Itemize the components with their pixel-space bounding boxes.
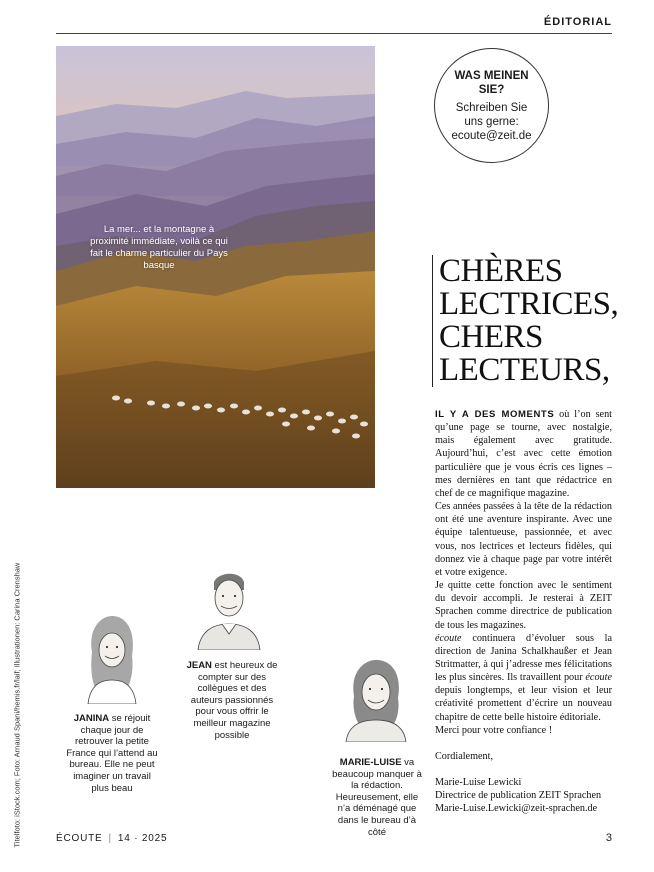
- marie-luise-portrait: [342, 656, 410, 742]
- headline-line-1: CHÈRES: [439, 253, 563, 289]
- magazine-name-2: écoute: [585, 672, 612, 684]
- signature-title: Directrice de publication ZEIT Sprachen: [435, 790, 602, 802]
- footer-issue-number: 14 · 2025: [117, 833, 168, 844]
- janina-bio: [66, 713, 158, 794]
- article-text-4a: continuera d’évoluer sous la direction de Janina Schalkhaußer et Jean Stritmatter, à qui j’adresse mes félicitations les plus sincères. Ils travaillent pour: [435, 632, 612, 684]
- article-text-1: où l’on sent qu’une page se tourne, avec nostalgie, mais également avec gratitude. Aujourd’hui, c’est avec cette émotion particulière que je vous écris ces lignes – mes dernières en tant que rédactrice en chef de ce magnifique magazine.: [435, 409, 612, 499]
- page-number: 3: [605, 832, 612, 844]
- callout-line1: Schreiben Sie: [455, 101, 528, 114]
- jean-bio-text: est heureux de compter sur des collègues et des auteurs passionnés pour vous offrir le meilleur magazine possible: [190, 660, 278, 741]
- jean-bio: [182, 660, 282, 741]
- article-paragraph-5: Merci pour votre confiance !: [435, 724, 553, 736]
- footer-magazine: ÉCOUTE: [56, 833, 103, 844]
- article-paragraph-4: [435, 632, 612, 724]
- signature-email[interactable]: Marie-Luise.Lewicki@zeit-sprachen.de: [435, 803, 598, 815]
- marie-luise-bio-text: va beaucoup manquer à la rédaction. Heureusement, elle n’a déménagé que dans le bureau d’à côté: [332, 757, 422, 838]
- closing: Cordialement,: [435, 750, 493, 762]
- jean-portrait: [196, 568, 262, 650]
- article-paragraph-3: Je quitte cette fonction avec le sentiment du devoir accompli. Je resterai à ZEIT Sprachen comme directrice de publication de tous les magazines.: [435, 580, 612, 631]
- magazine-name: écoute: [435, 632, 462, 644]
- feedback-callout: [434, 48, 549, 163]
- editorial-headline: [432, 255, 618, 387]
- top-rule: [56, 33, 612, 34]
- janina-name: JANINA: [73, 713, 110, 724]
- article-paragraph-2: Ces années passées à la tête de la rédaction ont été une aventure inspirante. Avec une équipe talentueuse, passionnée, et avec vous, nos lectrices et lecteurs fidèles, qui donnez vie à chaque page par votre intérêt et votre exigence.: [435, 501, 612, 578]
- headline-line-2: LECTRICES,: [439, 286, 619, 322]
- janina-portrait: [82, 612, 140, 704]
- headline-line-3: CHERS: [439, 319, 543, 355]
- photo-credit: Titelfoto: iStock.com; Foto: Arnaud Spani/hemis.fr/laif; Illustrationen: Carina Crenshaw: [12, 562, 22, 848]
- callout-title: WAS MEINEN SIE?: [454, 69, 529, 96]
- headline-line-4: LECTEURS,: [439, 352, 610, 388]
- signature-name: Marie-Luise Lewicki: [435, 777, 522, 789]
- editorial-article: [435, 408, 612, 816]
- section-label: ÉDITORIAL: [543, 16, 612, 28]
- landscape-photo: [56, 46, 375, 488]
- callout-line2: uns gerne:: [464, 115, 519, 128]
- jean-name: JEAN: [186, 660, 212, 671]
- marie-luise-bio: [332, 757, 422, 838]
- marie-luise-name: MARIE-LUISE: [339, 757, 402, 768]
- article-paragraph-1: [435, 408, 612, 500]
- callout-email[interactable]: ecoute@zeit.de: [451, 129, 532, 142]
- photo-caption: La mer... et la montagne à proximité immédiate, voilà ce qui fait le charme particulier du Pays basque: [90, 224, 228, 271]
- footer-issue: ÉCOUTE | 14 · 2025: [56, 833, 168, 844]
- article-text-4b: depuis longtemps, et leur vision et leur créativité promettent d’écrire un nouveau chapitre de cette belle histoire éditoriale.: [435, 685, 612, 723]
- janina-bio-text: se réjouit chaque jour de retrouver la petite France qui l’attend au bureau. Elle ne peut imaginer un travail plus beau: [66, 713, 158, 794]
- article-lead: IL Y A DES MOMENTS: [435, 409, 555, 420]
